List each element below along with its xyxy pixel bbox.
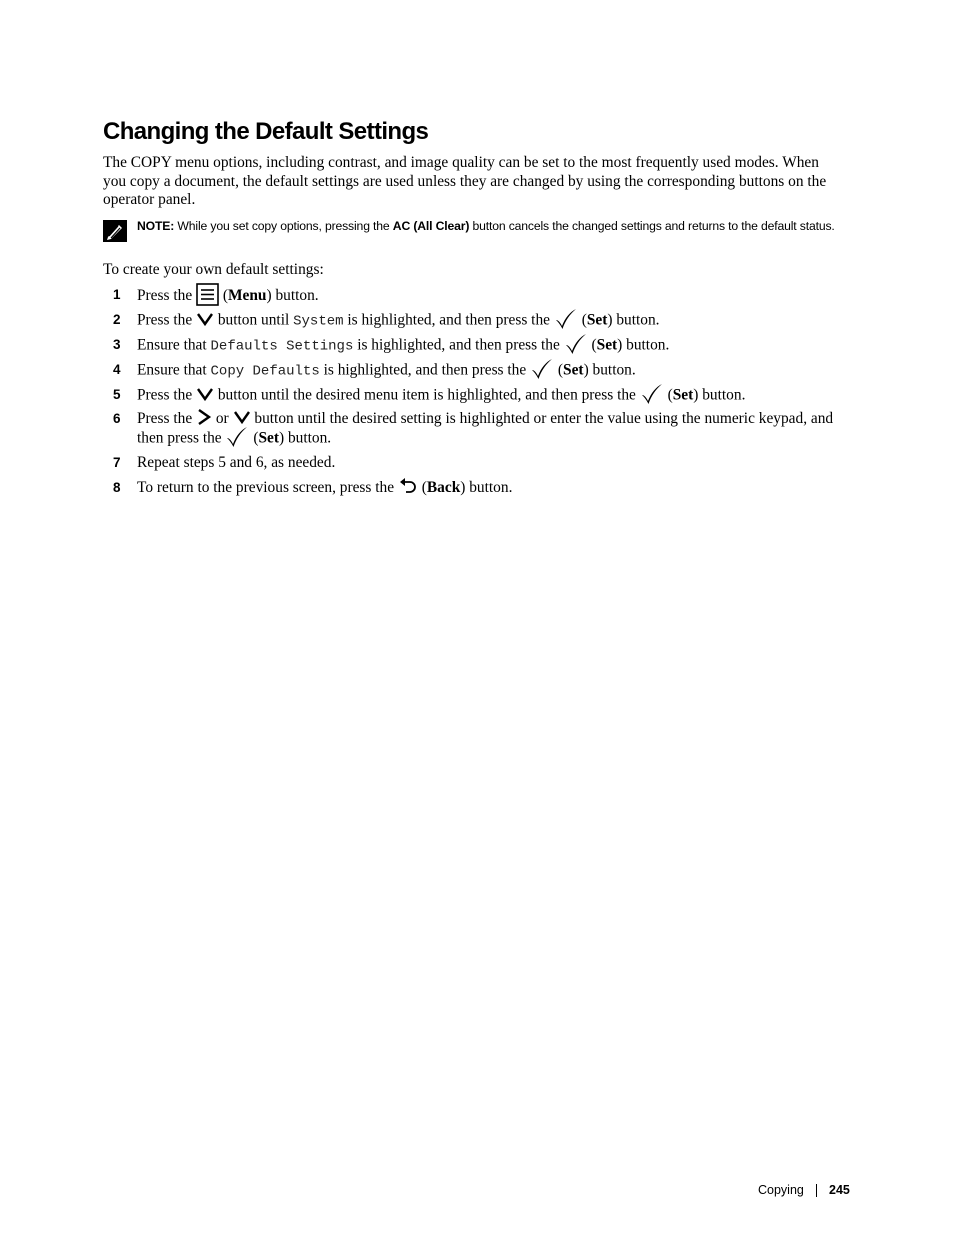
step-text-part: button until the desired setting is highlighted or enter the value using the numeric keypad, and then press the: [137, 410, 834, 447]
menu-button-name: Menu: [227, 287, 267, 305]
step-text-part: ) button.: [279, 430, 332, 447]
step-text-part: (: [663, 386, 673, 404]
step-text-part: Press the: [137, 287, 196, 305]
footer-divider: [816, 1184, 817, 1197]
set-button-name: Set: [672, 386, 694, 404]
down-arrow-icon: [196, 311, 214, 327]
step-text-part: ) button.: [583, 361, 636, 379]
step-text-part: Ensure that: [137, 336, 211, 354]
set-button-name: Set: [596, 336, 618, 354]
step-text-part: is highlighted, and then press the: [343, 311, 554, 329]
page-title: Changing the Default Settings: [103, 118, 429, 145]
set-button-name: Set: [258, 430, 279, 447]
checkmark-icon: [564, 333, 588, 355]
step-text-part: Press the: [137, 311, 196, 329]
footer-section-name: Copying: [758, 1183, 804, 1197]
step-text-part: button until the desired menu item is highlighted, and then press the: [214, 386, 640, 404]
step-text: [137, 335, 857, 357]
step-number: 2: [113, 312, 121, 327]
step-text-part: ) button.: [607, 311, 660, 329]
down-arrow-icon: [233, 409, 251, 425]
step-number: 1: [113, 287, 121, 302]
checkmark-icon: [225, 426, 249, 448]
note-text-before: While you set copy options, pressing the: [174, 219, 393, 233]
step-text-part: Press the: [137, 386, 196, 404]
steps-lead: To create your own default settings:: [103, 261, 324, 278]
note-text-after: button cancels the changed settings and returns to the default status.: [469, 219, 835, 233]
step-number: 4: [113, 362, 121, 377]
step-text-part: (: [417, 479, 427, 496]
step-text: [137, 310, 857, 332]
menu-icon: [196, 283, 219, 306]
step-text-part: is highlighted, and then press the: [319, 361, 531, 379]
page-number: 245: [829, 1183, 850, 1197]
step-text-part: ) button.: [693, 386, 746, 404]
step-text-part: Press the: [137, 410, 196, 427]
step-text-part: (: [577, 311, 587, 329]
step-number: 3: [113, 337, 121, 352]
step-number: 6: [113, 411, 121, 426]
step-text-part: Ensure that: [137, 361, 211, 379]
step-text-part: is highlighted, and then press the: [353, 336, 564, 354]
note-text: [137, 218, 842, 235]
note-label: NOTE:: [137, 219, 175, 233]
set-button-name: Set: [586, 311, 608, 329]
back-arrow-icon: [398, 476, 418, 496]
right-arrow-icon: [196, 408, 212, 426]
note-button-name: AC (All Clear): [392, 219, 470, 233]
step-text-part: button until: [214, 311, 294, 329]
step-number: 8: [113, 480, 121, 495]
step-text-part: (: [249, 430, 259, 447]
step-text: [137, 385, 857, 407]
step-text: [137, 453, 857, 472]
note-pencil-icon: [103, 220, 127, 242]
step-text-part: Repeat steps 5 and 6, as needed.: [137, 454, 336, 471]
down-arrow-icon: [196, 386, 214, 402]
step-number: 7: [113, 455, 121, 470]
checkmark-icon: [530, 358, 554, 380]
step-text: [137, 285, 857, 308]
step-text: [137, 478, 857, 498]
checkmark-icon: [640, 383, 664, 405]
step-text-part: or: [212, 410, 233, 427]
checkmark-icon: [554, 308, 578, 330]
step-text-part: ) button.: [266, 287, 319, 305]
step-text-part: (: [219, 287, 228, 305]
step-text-part: ) button.: [460, 479, 513, 496]
intro-paragraph: The COPY menu options, including contrast, and image quality can be set to the most frequently used modes. When you copy a document, the default settings are used unless they are changed by using the corresponding buttons on the operator panel.: [103, 154, 827, 209]
step-text-part: (: [587, 336, 597, 354]
step-text-part: ) button.: [617, 336, 670, 354]
set-button-name: Set: [563, 361, 584, 379]
step-text-part: (: [554, 361, 564, 379]
step-number: 5: [113, 387, 121, 402]
code-defaults-settings: Defaults Settings: [210, 338, 354, 355]
back-button-name: Back: [426, 479, 461, 496]
step-text-part: To return to the previous screen, press the: [137, 479, 398, 496]
code-copy-defaults: Copy Defaults: [210, 363, 320, 380]
step-text: [137, 360, 857, 382]
step-text: [137, 409, 857, 450]
code-system: System: [293, 313, 344, 330]
